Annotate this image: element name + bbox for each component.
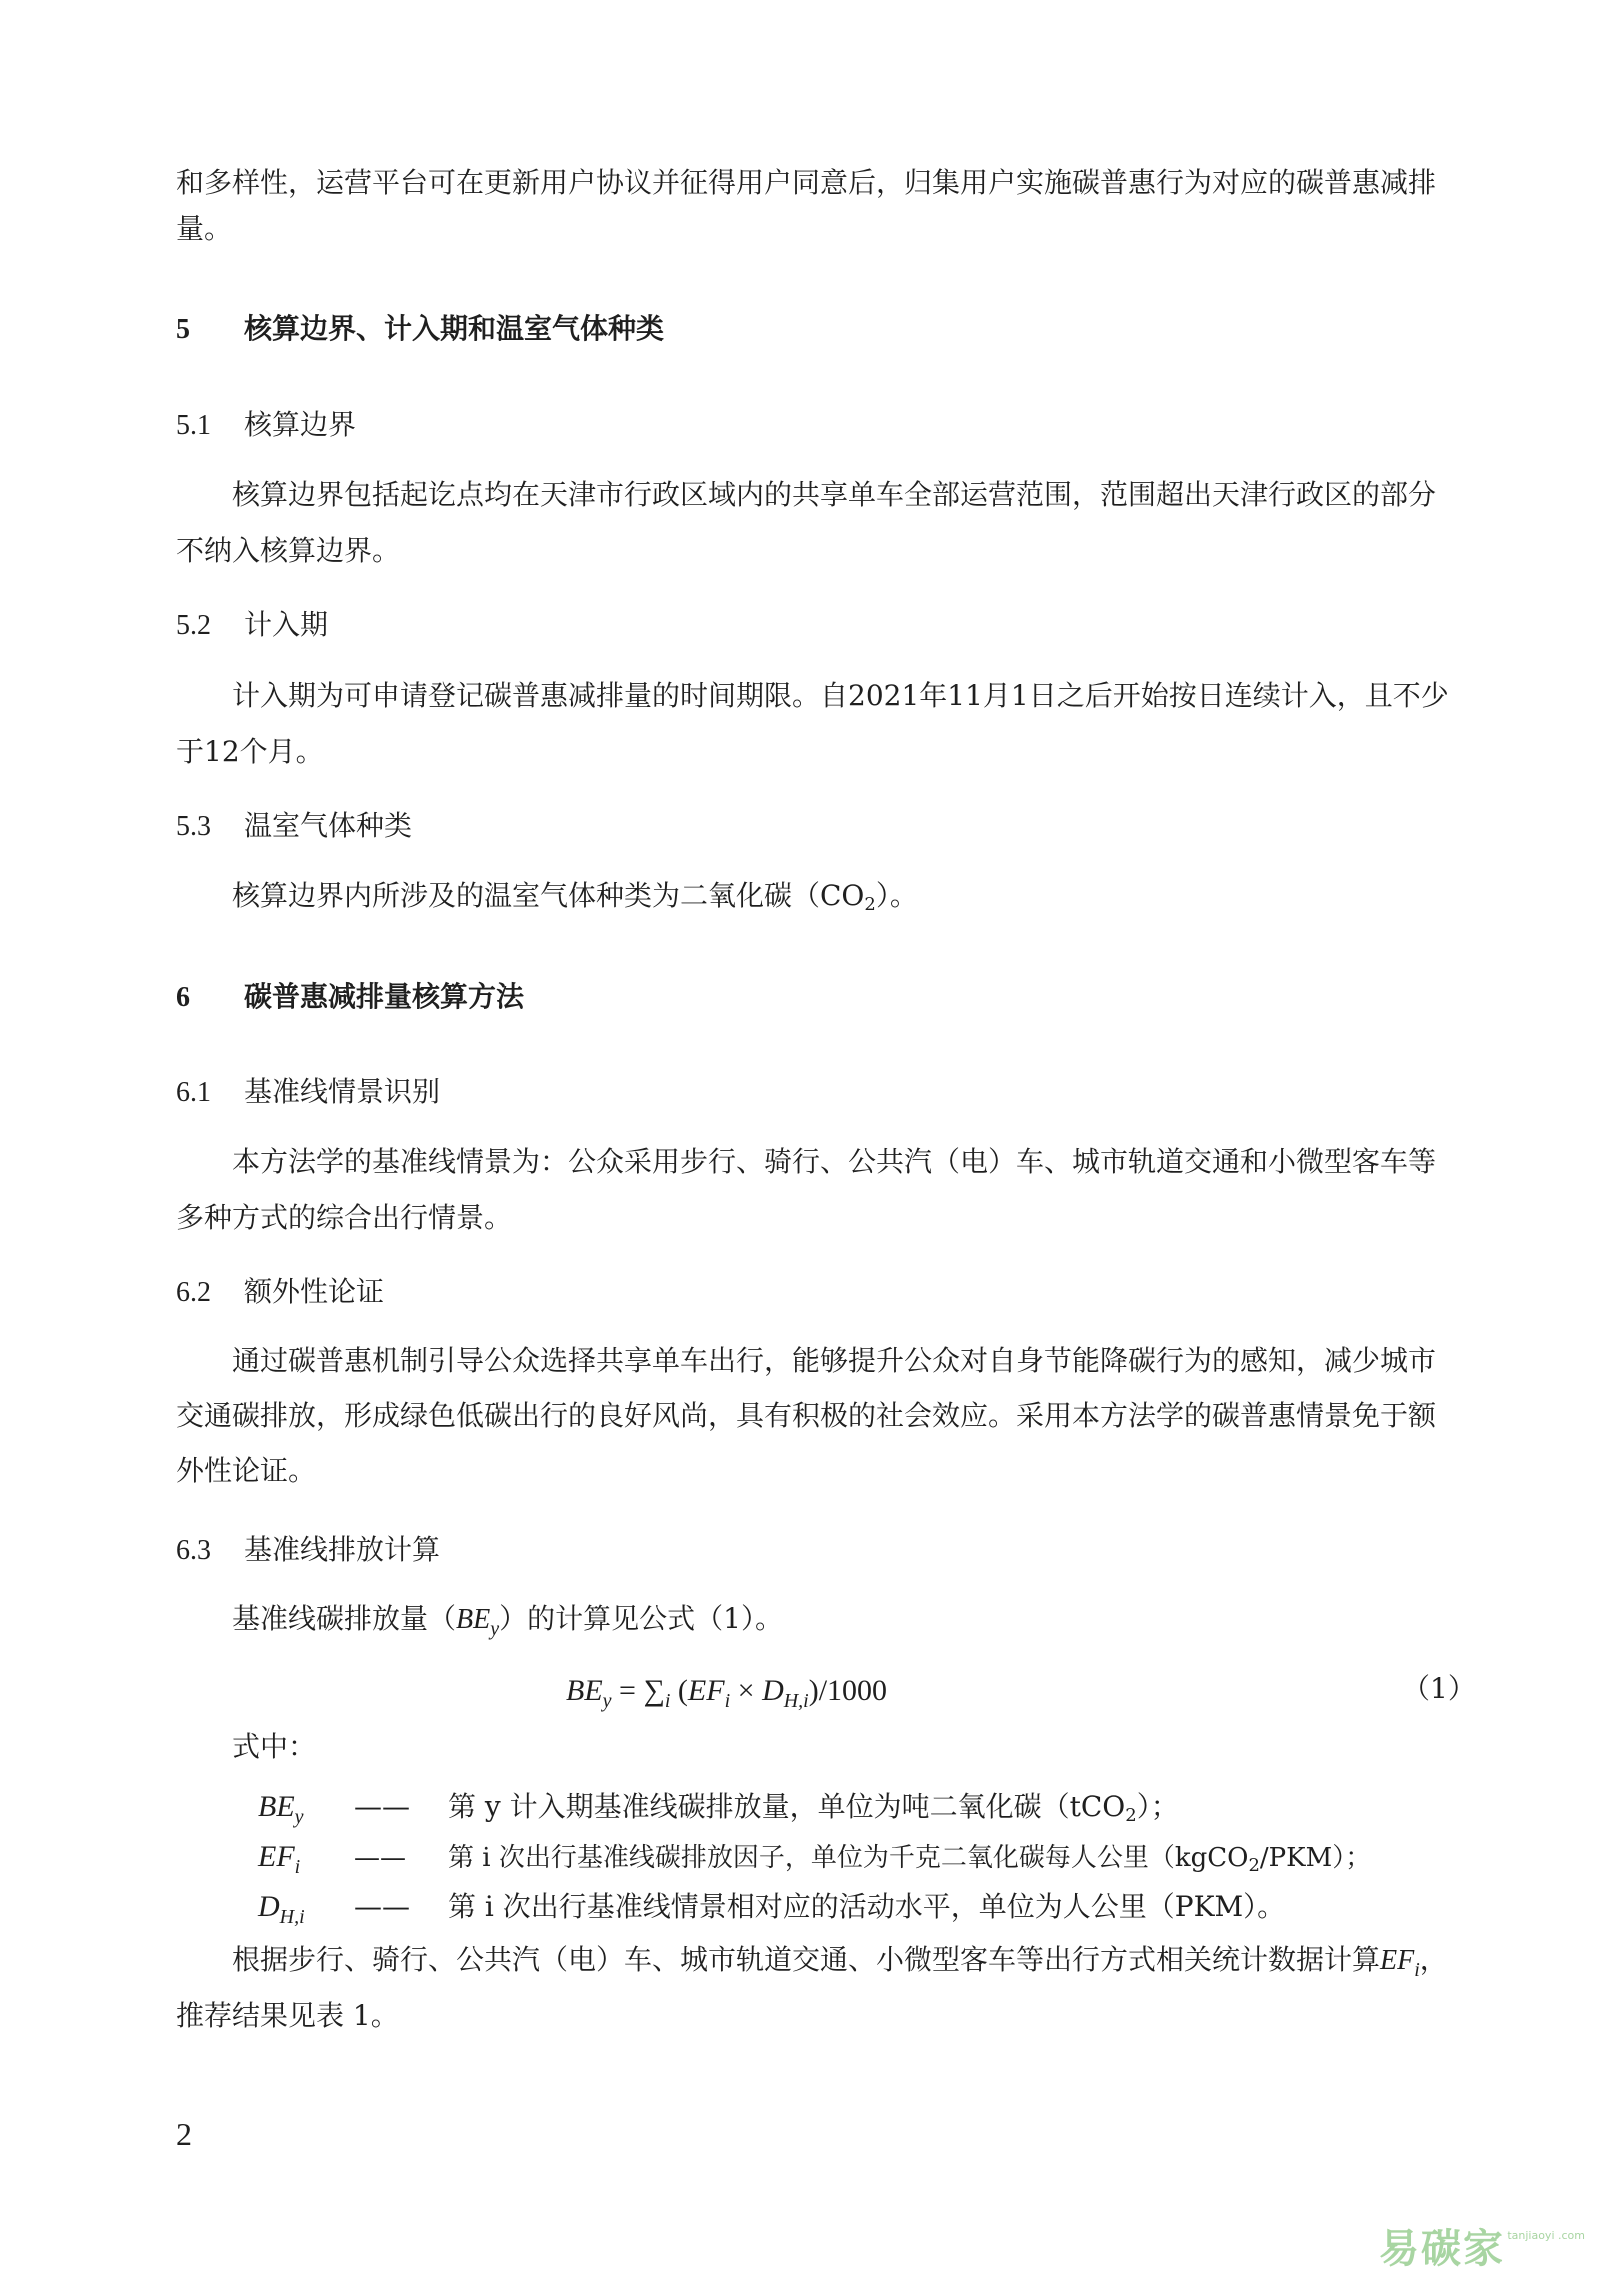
s51-line-2: 不纳入核算边界。 — [176, 534, 401, 567]
section-title: 核算边界、计入期和温室气体种类 — [244, 312, 665, 345]
intro-line-1: 和多样性，运营平台可在更新用户协议并征得用户同意后，归集用户实施碳普惠行为对应的碳普惠减排 — [176, 166, 1437, 199]
outro-text: 根据步行、骑行、公共汽（电）车、城市轨道交通、小微型客车等出行方式相关统计数据计算 — [232, 1943, 1381, 1976]
section-number: 6.3 — [176, 1535, 211, 1566]
def-row-2 — [258, 1837, 1371, 1887]
def-dash: —— — [354, 1890, 410, 1923]
section-title: 计入期 — [244, 608, 329, 641]
def-row-3 — [258, 1887, 1285, 1937]
variable: BE — [456, 1604, 491, 1635]
def-symbol: $D_{H,i}$ — [258, 1890, 305, 1928]
section-6-1-heading — [176, 1072, 440, 1113]
s62-line-2: 交通碳排放，形成绿色低碳出行的良好风尚，具有积极的社会效应。采用本方法学的碳普惠情景免于额 — [176, 1399, 1437, 1432]
section-title: 碳普惠减排量核算方法 — [244, 980, 525, 1013]
s63-outro-line-2: 推荐结果见表 1。 — [176, 1999, 399, 2032]
def-row-1 — [258, 1787, 1179, 1837]
watermark-url: tanjiaoyi .com — [1507, 2229, 1585, 2242]
s63-intro — [232, 1599, 783, 1649]
formula-lhs: BE — [566, 1674, 603, 1707]
s63-intro-end: ）的计算见公式（1）。 — [499, 1602, 783, 1635]
outro-punct: ， — [1419, 1943, 1448, 1976]
section-number: 6 — [176, 982, 190, 1013]
s63-outro-line-1 — [232, 1940, 1448, 1990]
formula-paren: ( — [670, 1674, 688, 1707]
s53-line-1 — [232, 876, 918, 925]
def-symbol: $EF_i$ — [258, 1840, 301, 1878]
subscript: H,i — [783, 1690, 809, 1712]
s52-line-2: 于12个月。 — [176, 735, 324, 768]
s61-line-2: 多种方式的综合出行情景。 — [176, 1201, 513, 1234]
formula-1 — [566, 1671, 887, 1721]
watermark-text: 易碳家 — [1379, 2226, 1505, 2272]
s53-text: 核算边界内所涉及的温室气体种类为二氧化碳（CO — [232, 879, 865, 912]
s62-line-1: 通过碳普惠机制引导公众选择共享单车出行，能够提升公众对自身节能降碳行为的感知，减少城市 — [232, 1344, 1437, 1377]
section-title: 温室气体种类 — [244, 809, 413, 842]
def-text-end: ）； — [1136, 1790, 1179, 1823]
formula-d: D — [762, 1674, 784, 1707]
section-6-2-heading — [176, 1272, 384, 1313]
section-number: 5.3 — [176, 811, 211, 842]
formula-ef: EF — [687, 1674, 725, 1707]
s61-line-1: 本方法学的基准线情景为：公众采用步行、骑行、公共汽（电）车、城市轨道交通和小微型客车等 — [232, 1145, 1437, 1178]
section-title: 核算边界 — [244, 408, 357, 441]
section-title: 基准线情景识别 — [244, 1075, 441, 1108]
def-text: 第 i 次出行基准线碳排放因子，单位为千克二氧化碳每人公里（kgCO — [448, 1843, 1249, 1873]
formula-label: （1） — [1402, 1672, 1476, 1705]
formula-times: × — [730, 1674, 763, 1707]
section-5-heading — [176, 309, 664, 350]
page-number: 2 — [176, 2116, 192, 2152]
watermark-logo — [1379, 2211, 1589, 2271]
def-text: 第 y 计入期基准线碳排放量，单位为吨二氧化碳（tCO — [448, 1790, 1126, 1823]
section-number: 6.2 — [176, 1277, 211, 1308]
section-number: 5.2 — [176, 610, 211, 641]
section-title: 基准线排放计算 — [244, 1533, 441, 1566]
def-dash: —— — [354, 1790, 410, 1823]
section-title: 额外性论证 — [244, 1275, 385, 1308]
subscript: 2 — [1248, 1855, 1260, 1876]
section-6-heading — [176, 977, 524, 1018]
section-5-3-heading — [176, 806, 412, 847]
s53-text-end: ）。 — [875, 879, 918, 912]
subscript: 2 — [864, 894, 876, 915]
section-5-1-heading — [176, 405, 356, 446]
subscript: 2 — [1125, 1805, 1137, 1826]
subscript: y — [602, 1690, 612, 1712]
def-symbol: $BE_y$ — [258, 1790, 304, 1828]
s62-line-3: 外性论证。 — [176, 1454, 317, 1487]
intro-line-2: 量。 — [176, 212, 233, 245]
formula-close: )/1000 — [808, 1674, 888, 1707]
def-dash: —— — [354, 1843, 406, 1873]
section-6-3-heading — [176, 1530, 440, 1571]
def-text: 第 i 次出行基准线情景相对应的活动水平，单位为人公里（PKM）。 — [448, 1890, 1286, 1923]
subscript: i — [1414, 1959, 1420, 1981]
formula-equals-sum: = ∑ — [611, 1674, 665, 1707]
section-number: 5 — [176, 314, 190, 345]
def-text-end: /PKM）； — [1259, 1843, 1372, 1873]
section-number: 6.1 — [176, 1077, 211, 1108]
section-5-2-heading — [176, 605, 328, 646]
s52-line-1: 计入期为可申请登记碳普惠减排量的时间期限。自2021年11月1日之后开始按日连续计入，且不少 — [232, 679, 1449, 712]
variable: EF — [1380, 1945, 1415, 1976]
s51-line-1: 核算边界包括起讫点均在天津市行政区域内的共享单车全部运营范围，范围超出天津行政区的部分 — [232, 478, 1437, 511]
subscript: i — [724, 1690, 731, 1712]
subscript: y — [490, 1618, 500, 1640]
s63-intro-text: 基准线碳排放量（ — [232, 1602, 457, 1635]
section-number: 5.1 — [176, 410, 211, 441]
subscript: i — [664, 1690, 671, 1712]
where-label: 式中： — [232, 1730, 317, 1763]
